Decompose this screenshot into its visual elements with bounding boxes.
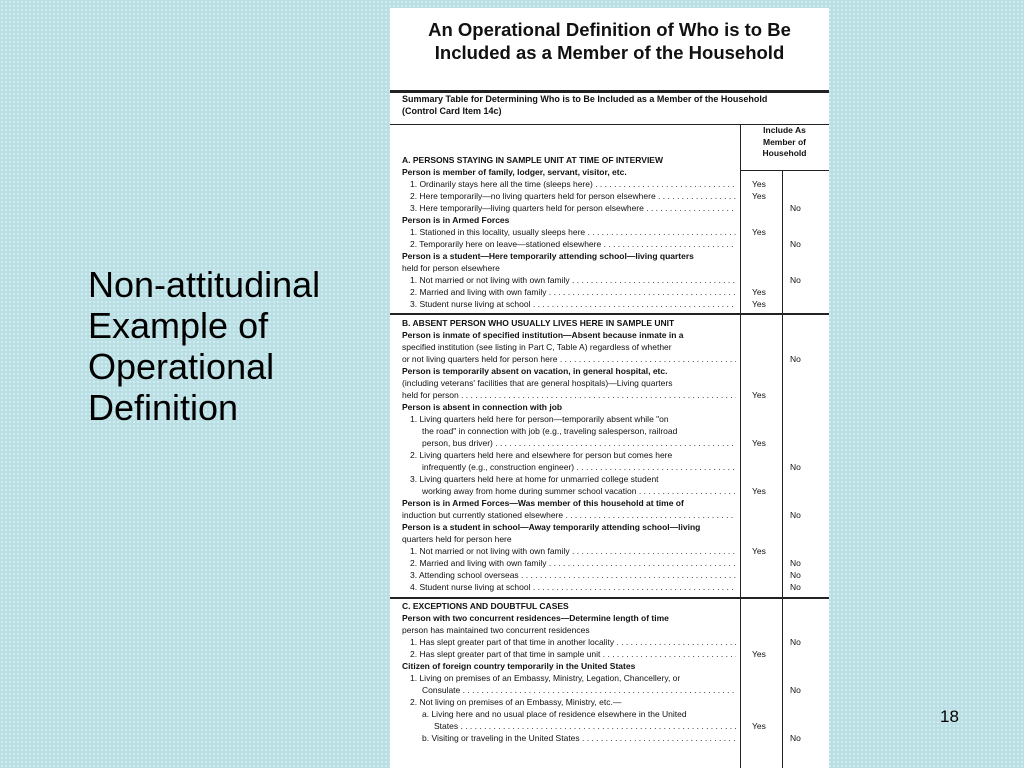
row-label: 2. Married and living with own family . . .: [410, 557, 736, 569]
document-title-line: An Operational Definition of Who is to Be: [428, 19, 791, 40]
no-cell: No: [790, 462, 801, 472]
row-label: induction but currently stationed elsewhere . . .: [402, 509, 736, 521]
row-label: b. Visiting or traveling in the United States . . .: [422, 732, 736, 744]
row-label: held for person . . .: [402, 389, 736, 401]
summary-title-line: Summary Table for Determining Who is to Be Included as a Member of the Household: [402, 94, 768, 104]
row-label: 2. Not living on premises of an Embassy, Ministry, etc.—: [410, 697, 622, 707]
no-cell: No: [790, 685, 801, 695]
yes-cell: Yes: [752, 390, 766, 400]
row-label: 3. Living quarters held here at home for unmarried college student: [410, 474, 659, 484]
no-cell: No: [790, 354, 801, 364]
yes-cell: Yes: [752, 721, 766, 731]
table-row: [390, 389, 829, 401]
column-header-line: Member of: [763, 136, 806, 147]
row-label: Person is absent in connection with job: [402, 402, 563, 412]
row-label: C. EXCEPTIONS AND DOUBTFUL CASES: [402, 601, 569, 611]
yes-cell: Yes: [752, 287, 766, 297]
table-row: [390, 365, 829, 377]
yes-cell: Yes: [752, 438, 766, 448]
section-divider-b: [390, 313, 829, 315]
row-label: 1. Living quarters held here for person—temporarily absent while "on: [410, 414, 669, 424]
table-row: [390, 202, 829, 214]
table-row: [390, 732, 829, 744]
row-label: infrequently (e.g., construction engineer) . . .: [422, 461, 736, 473]
row-label: 1. Living on premises of an Embassy, Ministry, Legation, Chancellery, or: [410, 673, 681, 683]
row-label: working away from home during summer school vacation . . .: [422, 485, 736, 497]
document-title: [390, 18, 829, 64]
row-label: 1. Ordinarily stays here all the time (sleeps here) . . .: [410, 178, 736, 190]
row-label: 1. Has slept greater part of that time in another locality . . .: [410, 636, 736, 648]
row-label: B. ABSENT PERSON WHO USUALLY LIVES HERE IN SAMPLE UNIT: [402, 318, 675, 328]
yes-cell: Yes: [752, 227, 766, 237]
row-label: Person is a student—Here temporarily attending school—living quarters: [402, 251, 694, 261]
table-row: [390, 636, 829, 648]
table-row: [390, 509, 829, 521]
table-row: [390, 485, 829, 497]
row-label: 2. Has slept greater part of that time in sample unit . . .: [410, 648, 736, 660]
table-row: [390, 298, 829, 310]
table-row: [390, 533, 829, 545]
table-row: [390, 425, 829, 437]
row-label: held for person elsewhere: [402, 263, 500, 273]
table-row: [390, 612, 829, 624]
table-row: [390, 557, 829, 569]
slide-title-line: Definition: [88, 387, 239, 428]
no-cell: No: [790, 733, 801, 743]
row-label: specified institution (see listing in Part C, Table A) regardless of whether: [402, 342, 672, 352]
row-label: quarters held for person here: [402, 534, 512, 544]
table-row: [390, 569, 829, 581]
table-row: [390, 166, 829, 178]
row-label: Person with two concurrent residences—Determine length of time: [402, 613, 669, 623]
row-label: Person is inmate of specified institution—Absent because inmate in a: [402, 330, 684, 340]
row-label: or not living quarters held for person here . . .: [402, 353, 736, 365]
table-row: [390, 672, 829, 684]
row-label: Person is temporarily absent on vacation, in general hospital, etc.: [402, 366, 668, 376]
page-number: 18: [940, 707, 959, 726]
table-row: [390, 696, 829, 708]
table-row: [390, 413, 829, 425]
row-label: 3. Student nurse living at school . . .: [410, 298, 736, 310]
row-label: 2. Temporarily here on leave—stationed elsewhere . . .: [410, 238, 736, 250]
row-label: States . . .: [434, 720, 736, 732]
table-row: [390, 684, 829, 696]
table-row: [390, 190, 829, 202]
table-row: [390, 154, 829, 166]
table-row: [390, 317, 829, 329]
table-row: [390, 660, 829, 672]
yes-cell: Yes: [752, 191, 766, 201]
table-row: [390, 238, 829, 250]
table-row: [390, 377, 829, 389]
table-row: [390, 274, 829, 286]
yes-cell: Yes: [752, 179, 766, 189]
table-row: [390, 461, 829, 473]
yes-cell: Yes: [752, 299, 766, 309]
no-cell: No: [790, 558, 801, 568]
yes-cell: Yes: [752, 649, 766, 659]
row-label: Consulate . . .: [422, 684, 736, 696]
table-row: [390, 521, 829, 533]
yes-cell: Yes: [752, 486, 766, 496]
table-row: [390, 214, 829, 226]
table-row: [390, 437, 829, 449]
slide-title-line: Non-attitudinal: [88, 264, 321, 305]
row-label: 3. Here temporarily—living quarters held for person elsewhere . . .: [410, 202, 736, 214]
yes-cell: Yes: [752, 546, 766, 556]
row-label: 1. Stationed in this locality, usually sleeps here . . .: [410, 226, 736, 238]
table-row: [390, 262, 829, 274]
row-label: the road" in connection with job (e.g., traveling salesperson, railroad: [422, 426, 678, 436]
row-label: Person is a student in school—Away temporarily attending school—living: [402, 522, 701, 532]
row-label: Citizen of foreign country temporarily in the United States: [402, 661, 636, 671]
row-label: Person is in Armed Forces—Was member of this household at time of: [402, 498, 684, 508]
no-cell: No: [790, 275, 801, 285]
table-row: [390, 600, 829, 612]
slide-title-line: Operational: [88, 346, 275, 387]
slide-title-line: Example of: [88, 305, 269, 346]
table-row: [390, 329, 829, 341]
document-title-line: Included as a Member of the Household: [434, 42, 785, 63]
no-cell: No: [790, 203, 801, 213]
title-rule: [390, 90, 829, 93]
row-label: A. PERSONS STAYING IN SAMPLE UNIT AT TIME OF INTERVIEW: [402, 155, 664, 165]
table-row: [390, 708, 829, 720]
row-label: person, bus driver) . . .: [422, 437, 736, 449]
row-label: 2. Living quarters held here and elsewhere for person but comes here: [410, 450, 673, 460]
no-cell: No: [790, 637, 801, 647]
row-label: person has maintained two concurrent residences: [402, 625, 590, 635]
summary-title-line: (Control Card Item 14c): [402, 105, 502, 116]
row-label: 3. Attending school overseas . . .: [410, 569, 736, 581]
table-row: [390, 250, 829, 262]
row-label: 2. Married and living with own family . . .: [410, 286, 736, 298]
column-header-line: Household: [762, 148, 807, 158]
table-row: [390, 353, 829, 365]
table-row: [390, 286, 829, 298]
table-row: [390, 581, 829, 593]
table-row: [390, 648, 829, 660]
table-row: [390, 401, 829, 413]
row-label: 1. Not married or not living with own family . . .: [410, 545, 736, 557]
table-row: [390, 720, 829, 732]
table-row: [390, 341, 829, 353]
row-label: (including veterans' facilities that are general hospitals)—Living quarters: [402, 378, 673, 388]
table-row: [390, 624, 829, 636]
row-label: 4. Student nurse living at school . . .: [410, 581, 736, 593]
no-cell: No: [790, 510, 801, 520]
column-header-line: Include As: [763, 125, 806, 135]
table-row: [390, 226, 829, 238]
row-label: a. Living here and no usual place of residence elsewhere in the United: [422, 709, 687, 719]
table-row: [390, 497, 829, 509]
table-row: [390, 545, 829, 557]
row-label: 2. Here temporarily—no living quarters held for person elsewhere . . .: [410, 190, 736, 202]
summary-table-title: [402, 94, 767, 117]
table-row: [390, 449, 829, 461]
row-label: Person is in Armed Forces: [402, 215, 510, 225]
no-cell: No: [790, 239, 801, 249]
row-label: Person is member of family, lodger, servant, visitor, etc.: [402, 167, 627, 177]
section-divider-c: [390, 597, 829, 599]
row-label: 1. Not married or not living with own family . . .: [410, 274, 736, 286]
document-scan: [390, 8, 829, 768]
table-row: [390, 178, 829, 190]
no-cell: No: [790, 570, 801, 580]
no-cell: No: [790, 582, 801, 592]
table-row: [390, 473, 829, 485]
slide-title: [88, 264, 368, 428]
